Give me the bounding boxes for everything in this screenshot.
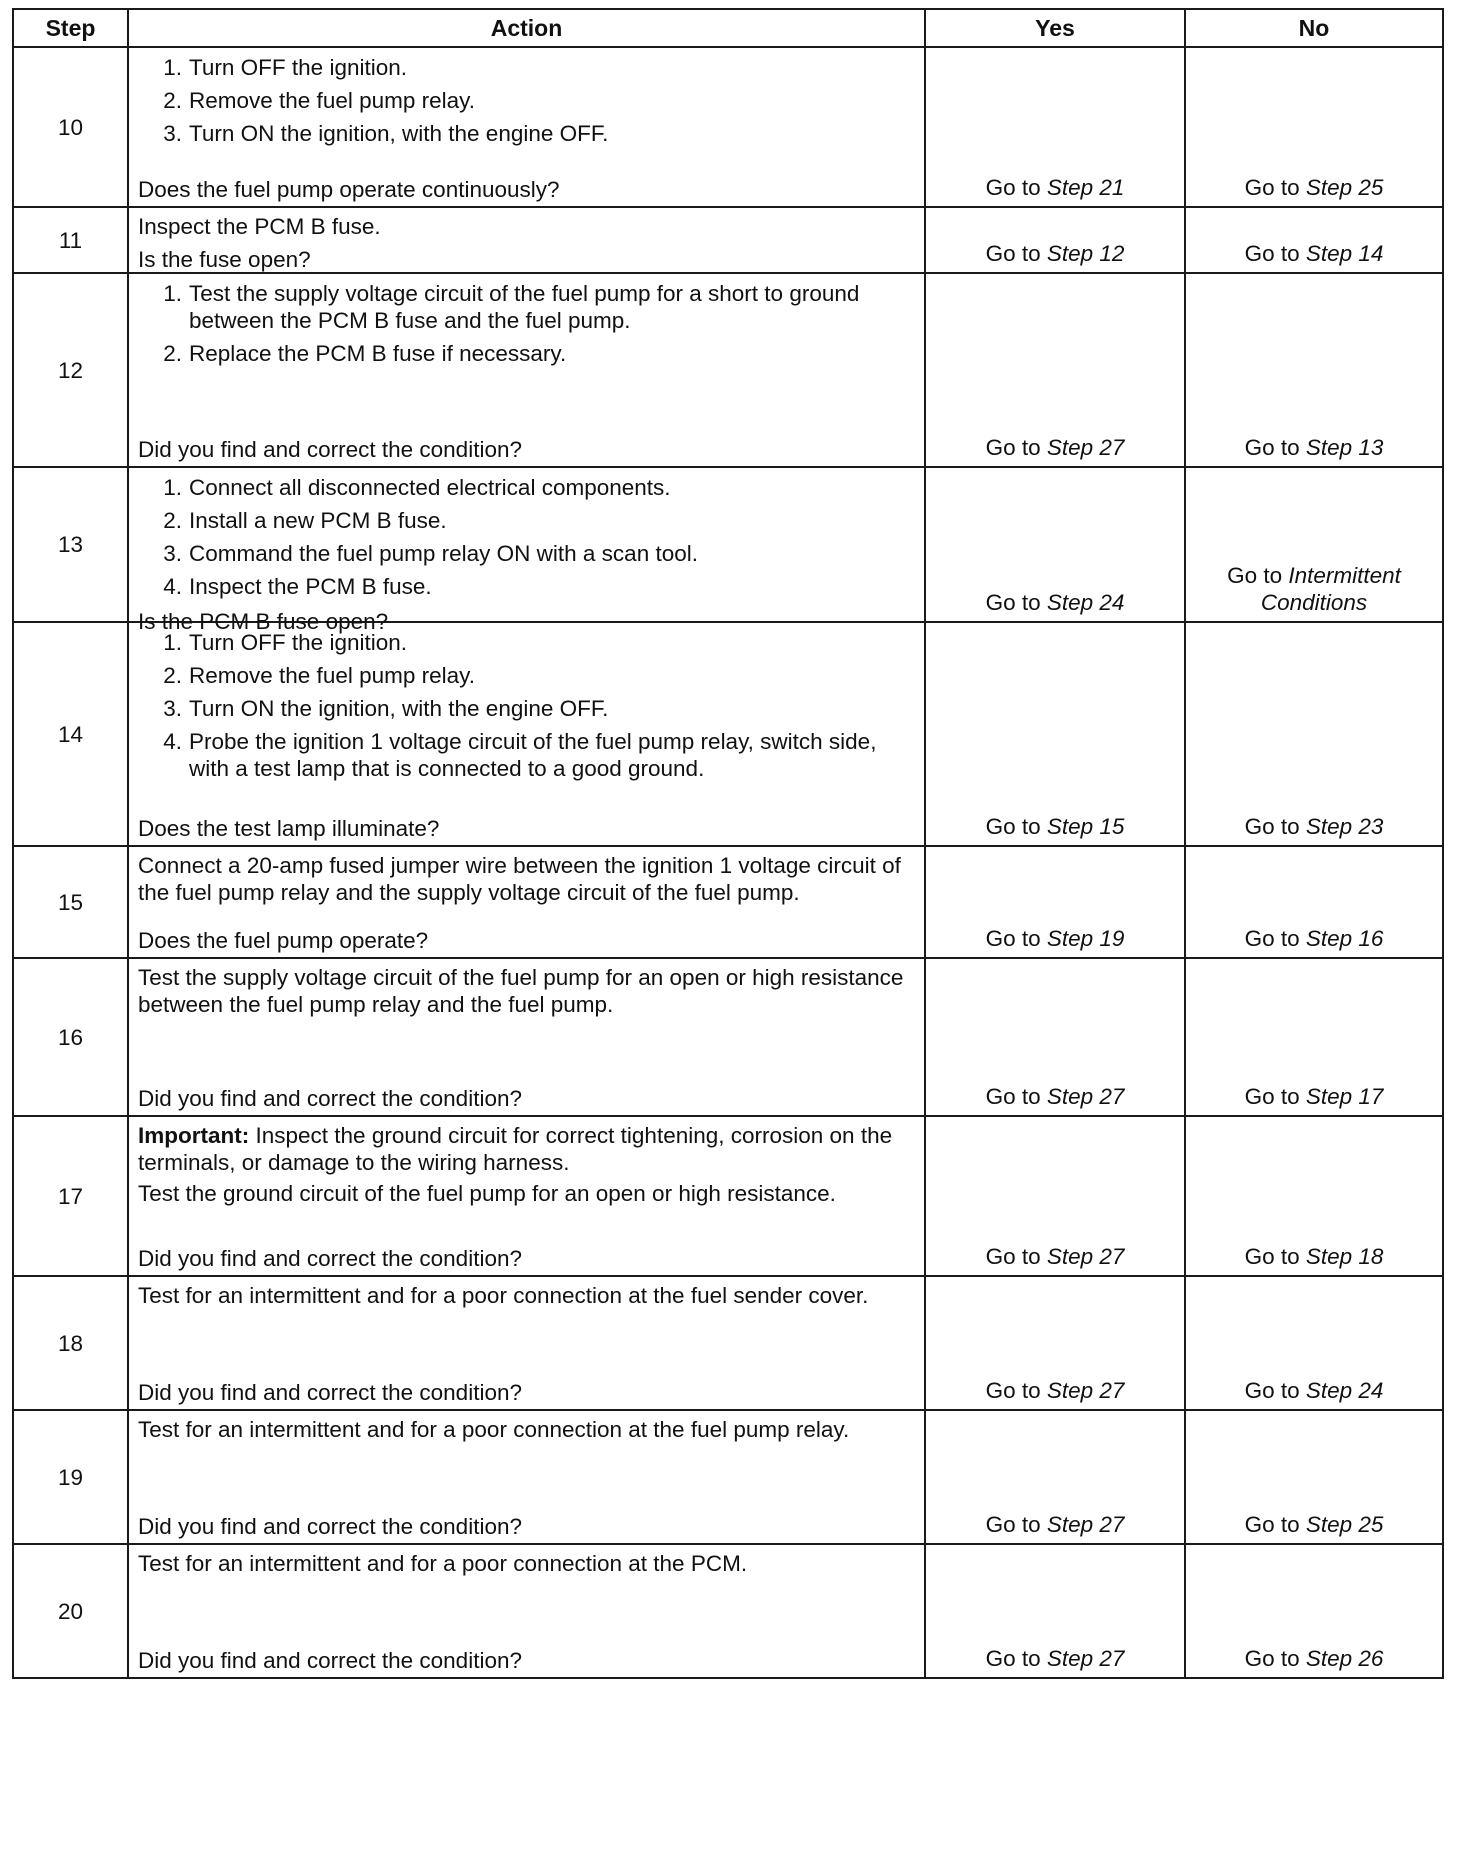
yes-cell [925,1116,1185,1276]
table-row [13,958,1443,1116]
no-step-link[interactable]: Step 18 [1305,1244,1384,1269]
list-item [138,120,916,147]
no-cell [1185,1544,1443,1678]
action-content [138,1548,916,1674]
step-number: 15 [13,846,128,958]
step-number: 16 [13,958,128,1116]
table-row [13,1116,1443,1276]
no-step-link[interactable]: Step 25 [1305,175,1384,200]
action-content [138,471,916,634]
action-content [138,277,916,463]
list-item-number: 1. [163,475,182,500]
list-item [138,728,916,782]
action-paragraph: Test for an intermittent and for a poor connection at the fuel pump relay. [138,1417,850,1442]
step-number: 20 [13,1544,128,1678]
yes-cell [925,207,1185,273]
no-cell [1185,958,1443,1116]
list-item [138,573,916,600]
step-number: 11 [13,207,128,273]
action-cell [128,958,925,1116]
no-prefix: Go to [1244,435,1306,460]
action-question: Did you find and correct the condition? [138,1648,522,1673]
header-action: Action [128,9,925,47]
list-item [138,474,916,501]
action-cell [128,207,925,273]
important-text: Inspect the ground circuit for correct tightening, corrosion on the terminals, or damage to the wiring harness. [138,1123,893,1175]
action-body [138,1548,916,1581]
yes-cell [925,622,1185,846]
action-content [138,1280,916,1406]
no-prefix: Go to [1244,241,1306,266]
yes-cell [925,47,1185,207]
no-cell [1185,47,1443,207]
yes-step-link[interactable]: Step 27 [1046,1244,1125,1269]
step-number: 14 [13,622,128,846]
list-item-number: 2. [163,508,182,533]
table-row [13,1544,1443,1678]
no-step-link[interactable]: Step 26 [1305,1646,1384,1671]
no-step-link[interactable]: Step 24 [1305,1378,1384,1403]
yes-step-link[interactable]: Step 27 [1046,1512,1125,1537]
yes-step-link[interactable]: Step 27 [1046,1646,1125,1671]
action-body [138,1414,916,1447]
list-item [138,629,916,656]
action-cell [128,1116,925,1276]
list-item [138,540,916,567]
step-number: 13 [13,467,128,622]
action-content [138,51,916,203]
action-question: Is the fuse open? [138,247,311,272]
yes-prefix: Go to [985,241,1047,266]
action-paragraph: Test for an intermittent and for a poor connection at the PCM. [138,1551,748,1576]
yes-prefix: Go to [985,1512,1047,1537]
list-item-number: 1. [163,55,182,80]
action-cell [128,622,925,846]
list-item-number: 2. [163,663,182,688]
action-paragraph: Test for an intermittent and for a poor connection at the fuel sender cover. [138,1283,869,1308]
action-question: Does the fuel pump operate? [138,928,429,953]
action-content [138,850,916,954]
list-item-text: Command the fuel pump relay ON with a scan tool. [189,541,698,566]
yes-prefix: Go to [985,1084,1047,1109]
table-row [13,207,1443,273]
yes-prefix: Go to [985,814,1047,839]
important-label: Important: [138,1123,250,1148]
action-body [138,51,916,153]
table-row [13,467,1443,622]
list-item [138,87,916,114]
action-question: Does the fuel pump operate continuously? [138,177,560,202]
table-row [13,1276,1443,1410]
action-paragraph: Connect a 20-amp fused jumper wire between the ignition 1 voltage circuit of the fuel pump relay and the supply voltage circuit of the fuel pump. [138,853,901,905]
action-content [138,962,916,1112]
no-cell [1185,622,1443,846]
action-body [138,1280,916,1313]
list-item-number: 2. [163,341,182,366]
action-question: Did you find and correct the condition? [138,1086,522,1111]
yes-step-link[interactable]: Step 15 [1046,814,1125,839]
list-item-text: Turn ON the ignition, with the engine OFF. [189,121,609,146]
list-item-number: 3. [163,696,182,721]
action-cell [128,1276,925,1410]
yes-step-link[interactable]: Step 24 [1046,590,1125,615]
list-item-number: 3. [163,121,182,146]
table-row [13,846,1443,958]
list-item-text: Install a new PCM B fuse. [189,508,447,533]
step-number: 17 [13,1116,128,1276]
list-item-text: Inspect the PCM B fuse. [189,574,432,599]
no-prefix: Go to [1244,1084,1306,1109]
action-question: Does the test lamp illuminate? [138,816,440,841]
step-number: 12 [13,273,128,467]
action-cell [128,1410,925,1544]
action-content [138,211,916,272]
step-number: 18 [13,1276,128,1410]
step-number: 10 [13,47,128,207]
yes-cell [925,958,1185,1116]
step-number: 19 [13,1410,128,1544]
list-item [138,662,916,689]
no-cell [1185,467,1443,622]
action-body [138,277,916,373]
yes-step-link[interactable]: Step 27 [1046,435,1125,460]
action-cell [128,467,925,634]
list-item-text: Remove the fuel pump relay. [189,663,475,688]
no-step-link[interactable]: Step 14 [1305,241,1384,266]
list-item-text: Probe the ignition 1 voltage circuit of the fuel pump relay, switch side, with a test lamp that is connected to a good ground. [189,729,877,781]
yes-prefix: Go to [985,1244,1047,1269]
action-content [138,1414,916,1540]
list-item-text: Turn ON the ignition, with the engine OFF. [189,696,609,721]
list-item-text: Turn OFF the ignition. [189,55,408,80]
list-item-number: 1. [163,630,182,655]
action-question: Is the PCM B fuse open? [138,609,389,634]
list-item-number: 1. [163,281,182,306]
action-paragraph: Test the supply voltage circuit of the fuel pump for an open or high resistance between the fuel pump relay and the fuel pump. [138,965,904,1017]
list-item-text: Connect all disconnected electrical components. [189,475,671,500]
action-body [138,1120,916,1211]
diagnostic-steps-table [12,8,1444,1679]
yes-cell [925,1410,1185,1544]
table-row [13,47,1443,207]
header-row [13,9,1443,47]
yes-prefix: Go to [985,590,1047,615]
document-page [12,8,1442,1679]
yes-step-link[interactable]: Step 19 [1046,926,1125,951]
list-item [138,507,916,534]
no-step-link[interactable]: Step 23 [1305,814,1384,839]
list-item [138,280,916,334]
yes-cell [925,273,1185,467]
action-body [138,850,916,910]
important-note [138,1122,916,1176]
action-content [138,626,916,842]
action-cell [128,1544,925,1678]
list-item-number: 2. [163,88,182,113]
table-row [13,622,1443,846]
action-cell [128,846,925,958]
no-prefix: Go to [1244,175,1306,200]
no-cell [1185,846,1443,958]
action-paragraph: Inspect the PCM B fuse. [138,214,381,239]
yes-prefix: Go to [985,926,1047,951]
no-prefix: Go to [1244,814,1306,839]
yes-cell [925,1276,1185,1410]
no-cell [1185,1276,1443,1410]
list-item-text: Turn OFF the ignition. [189,630,408,655]
list-item [138,695,916,722]
list-item-text: Remove the fuel pump relay. [189,88,475,113]
yes-prefix: Go to [985,435,1047,460]
no-cell [1185,1410,1443,1544]
yes-prefix: Go to [985,1378,1047,1403]
yes-step-link[interactable]: Step 27 [1046,1084,1125,1109]
list-item-text: Test the supply voltage circuit of the fuel pump for a short to ground between the PCM B fuse and the fuel pump. [189,281,860,333]
action-cell [128,47,925,207]
no-prefix: Go to [1244,1244,1306,1269]
no-prefix: Go to [1244,926,1306,951]
yes-prefix: Go to [985,175,1047,200]
no-step-link[interactable]: Step 17 [1305,1084,1384,1109]
yes-cell [925,1544,1185,1678]
action-paragraph: Test the ground circuit of the fuel pump for an open or high resistance. [138,1181,836,1206]
list-item-number: 4. [163,574,182,599]
action-question: Did you find and correct the condition? [138,1514,522,1539]
list-item-text: Replace the PCM B fuse if necessary. [189,341,567,366]
yes-cell [925,846,1185,958]
no-cell [1185,207,1443,273]
list-item [138,54,916,81]
no-step-link[interactable]: Step 25 [1305,1512,1384,1537]
list-item [138,340,916,367]
action-question: Did you find and correct the condition? [138,1246,522,1271]
table-row [13,1410,1443,1544]
list-item-number: 4. [163,729,182,754]
yes-cell [925,467,1185,622]
no-cell [1185,1116,1443,1276]
table-row [13,273,1443,467]
no-step-link[interactable]: Step 13 [1305,435,1384,460]
action-body [138,211,916,244]
no-step-link[interactable]: Step 16 [1305,926,1384,951]
no-prefix: Go to [1244,1512,1306,1537]
no-cell [1185,273,1443,467]
header-no: No [1185,9,1443,47]
action-cell [128,273,925,467]
no-prefix: Go to [1244,1646,1306,1671]
action-question: Did you find and correct the condition? [138,437,522,462]
no-step-link[interactable]: Intermittent Conditions [1260,563,1401,615]
no-prefix: Go to [1244,1378,1306,1403]
header-yes: Yes [925,9,1185,47]
action-question: Did you find and correct the condition? [138,1380,522,1405]
yes-prefix: Go to [985,1646,1047,1671]
action-body [138,626,916,788]
list-item-number: 3. [163,541,182,566]
action-body [138,471,916,606]
no-prefix: Go to [1227,563,1289,588]
action-content [138,1120,916,1272]
header-step: Step [13,9,128,47]
yes-step-link[interactable]: Step 21 [1046,175,1125,200]
yes-step-link[interactable]: Step 12 [1046,241,1125,266]
action-body [138,962,916,1022]
yes-step-link[interactable]: Step 27 [1046,1378,1125,1403]
